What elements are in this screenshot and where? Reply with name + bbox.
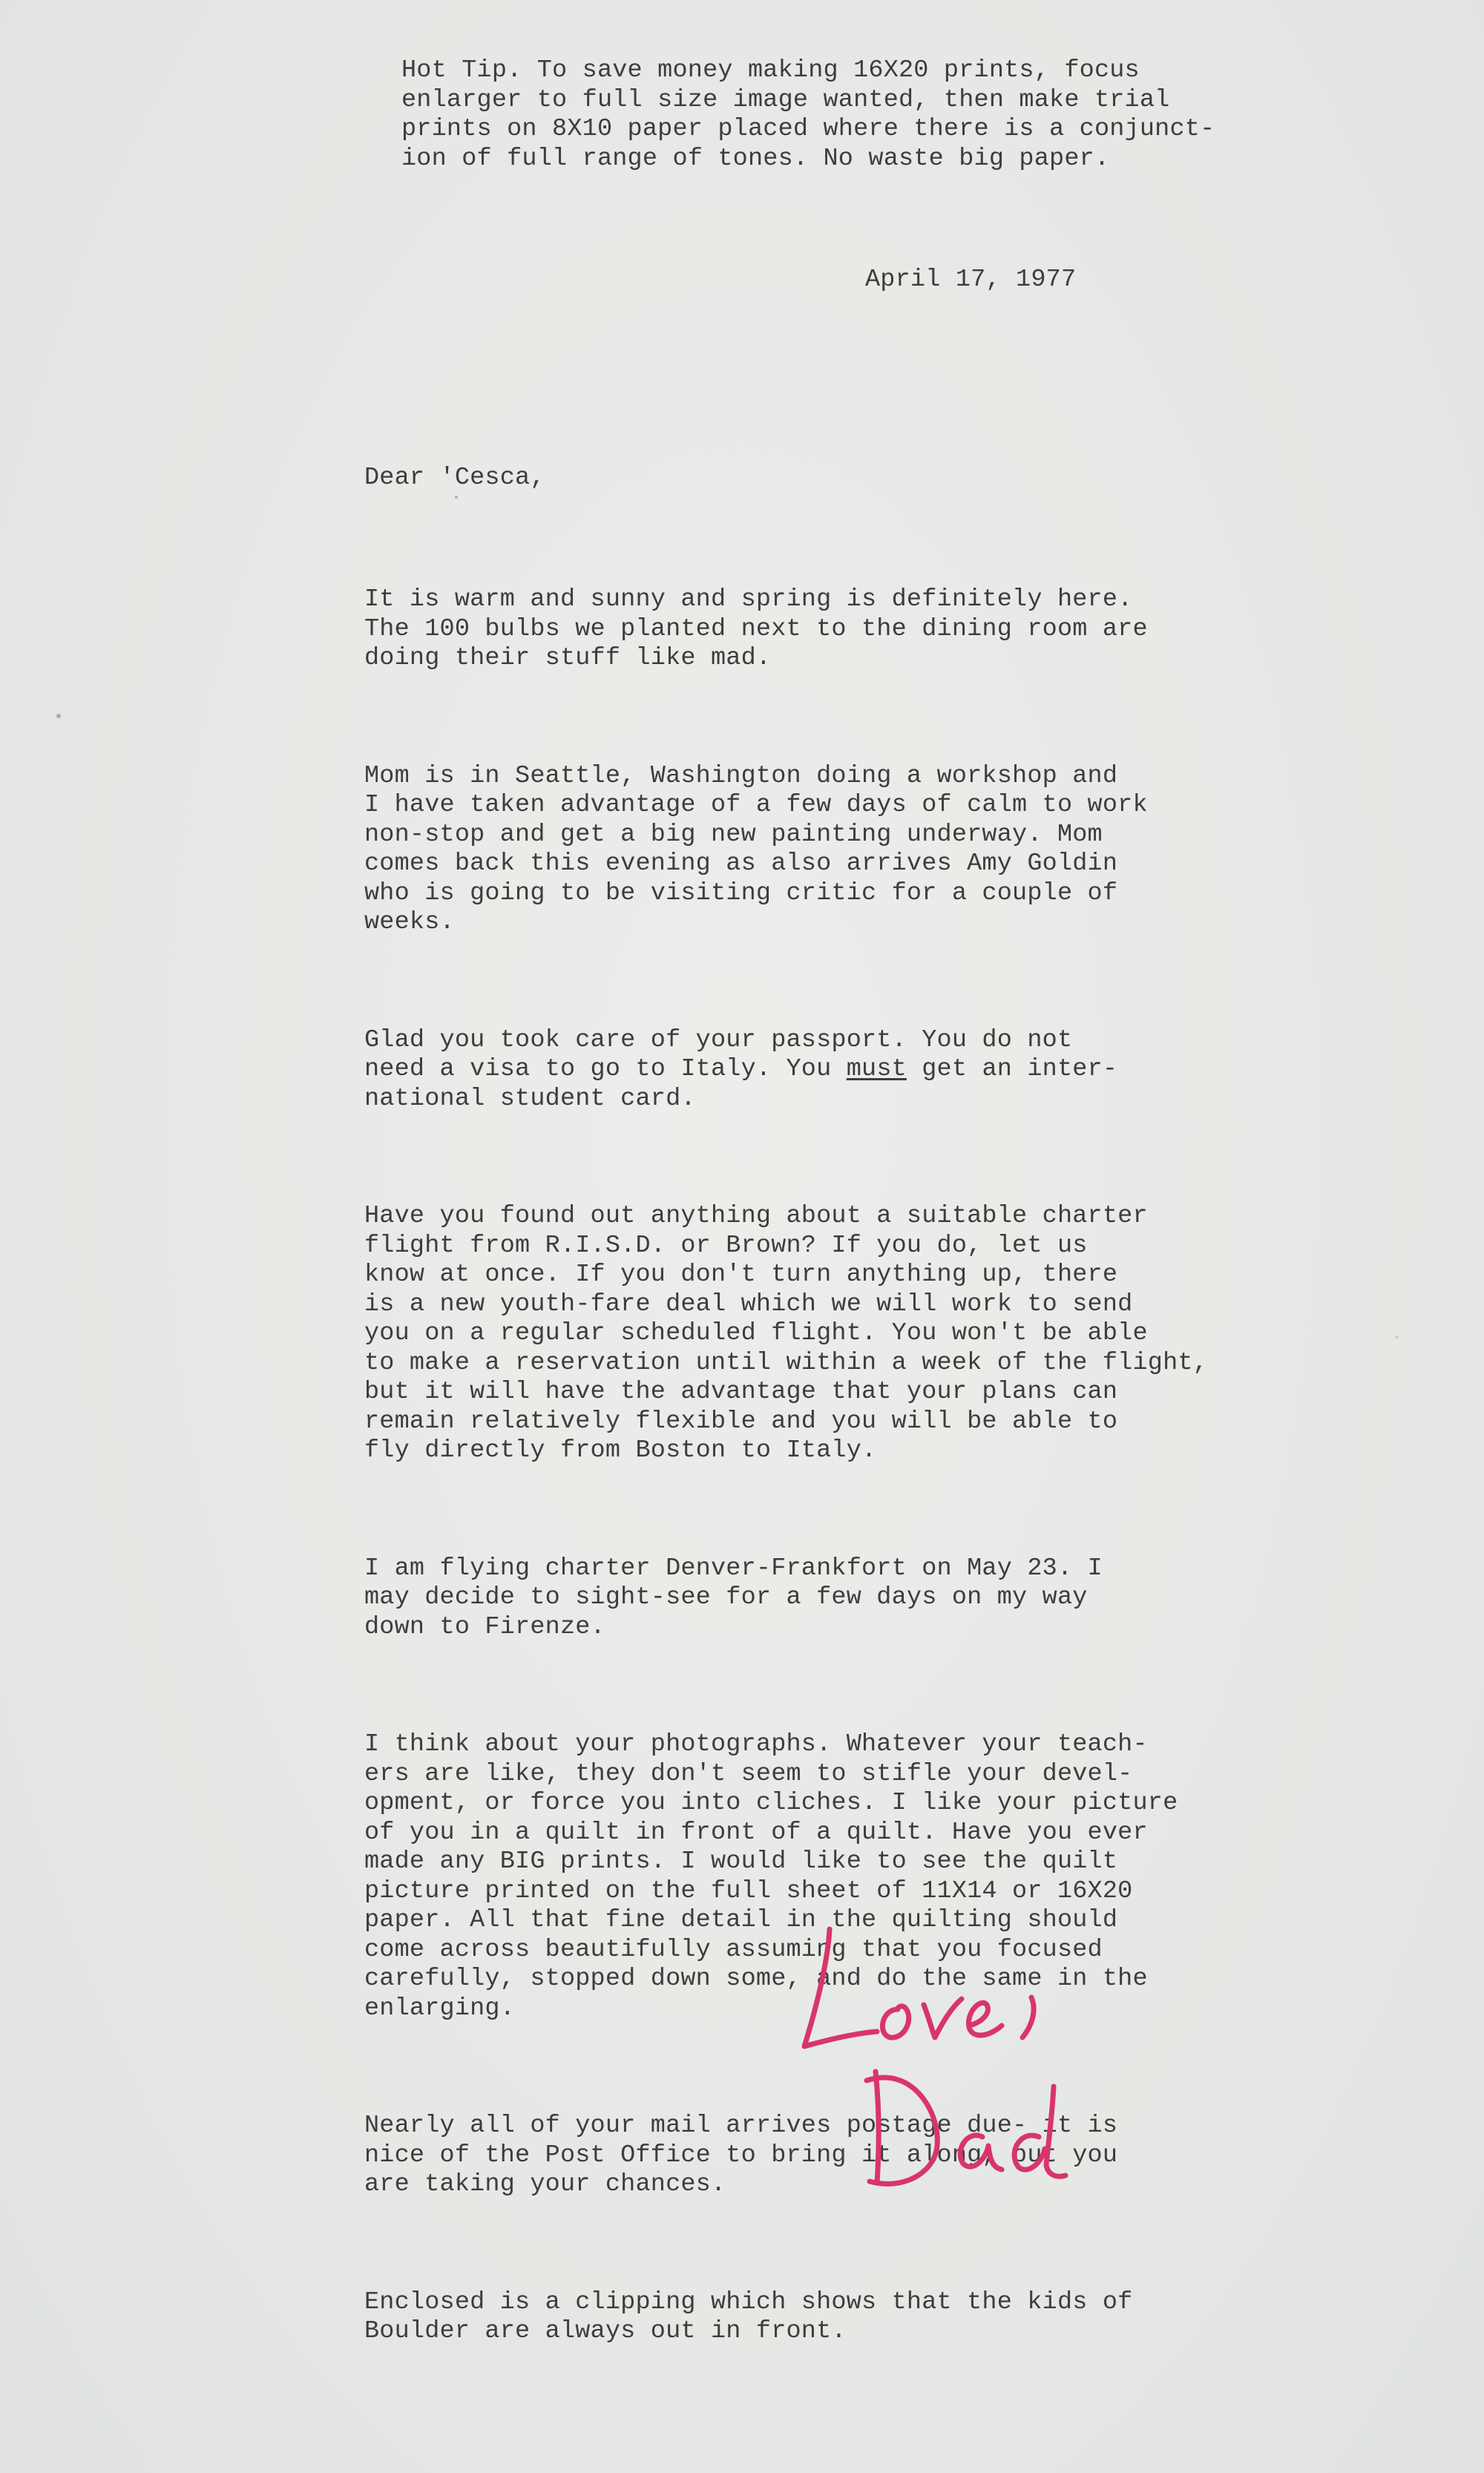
paper-speck [455,496,458,499]
paragraph-clipping: Enclosed is a clipping which shows that the kids of Boulder are always out in front. [364,2288,1133,2345]
paper-speck [1395,1336,1399,1339]
emphasis-must: must [846,1055,907,1083]
paragraph-denver-frankfort: I am flying charter Denver-Frankfort on May 23. I may decide to sight-see for a few days on my way down to Firenze. [364,1554,1103,1641]
paragraph-spring: It is warm and sunny and spring is definitely here. The 100 bulbs we planted next to the dining room are doing their stuff like mad. [364,585,1148,672]
paper-speck [56,714,61,718]
paragraph-passport [364,1026,1208,1114]
paragraph-postage-due: Nearly all of your mail arrives postage due- it is nice of the Post Office to bring it along, but you are taking your chances. [364,2112,1118,2198]
handwritten-signature [787,1914,1128,2256]
paragraph-mom-seattle: Mom is in Seattle, Washington doing a workshop and I have taken advantage of a few days of calm to work non-stop and get a big new painting underway. Mom comes back this evening as also arrives Amy Goldin who is going to be visiting critic for a couple of weeks. [364,761,1148,936]
letter-date: April 17, 1977 [865,266,1077,294]
passport-text-before: Glad you took care of your passport. You do not need a visa to go to Italy. You [364,1025,1073,1083]
salutation: Dear 'Cesca, [364,464,545,492]
passport-text-after: get an inter- national student card. [364,1055,1118,1113]
paragraph-photographs: I think about your photographs. Whatever your teach- ers are like, they don't seem to stifle your devel- opment, or force you into cliches. I like your picture of you in a quilt in front of a quilt. Have you ever made any BIG prints. I would like to see the quilt picture printed on the full sheet of 11X14 or 16X20 paper. All that fine detail in the quilting should come across beautifully assuming that you focused carefully, stopped down some, and do the same in the enlarging. [364,1730,1178,2023]
paragraph-charter-flight: Have you found out anything about a suitable charter flight from R.I.S.D. or Brown? If you do, let us know at once. If you don't turn anything up, there is a new youth-fare deal which we will work to send you on a regular scheduled flight. You won't be able to make a reservation until within a week of the flight, but it will have the advantage that your plans can remain relatively flexible and you will be able to fly directly from Boston to Italy. [364,1202,1208,1465]
hot-tip-note: Hot Tip. To save money making 16X20 prints, focus enlarger to full size image wanted, then make trial prints on 8X10 paper placed where there is a conjunct- ion of full range of tones. No waste big paper. [401,56,1215,173]
